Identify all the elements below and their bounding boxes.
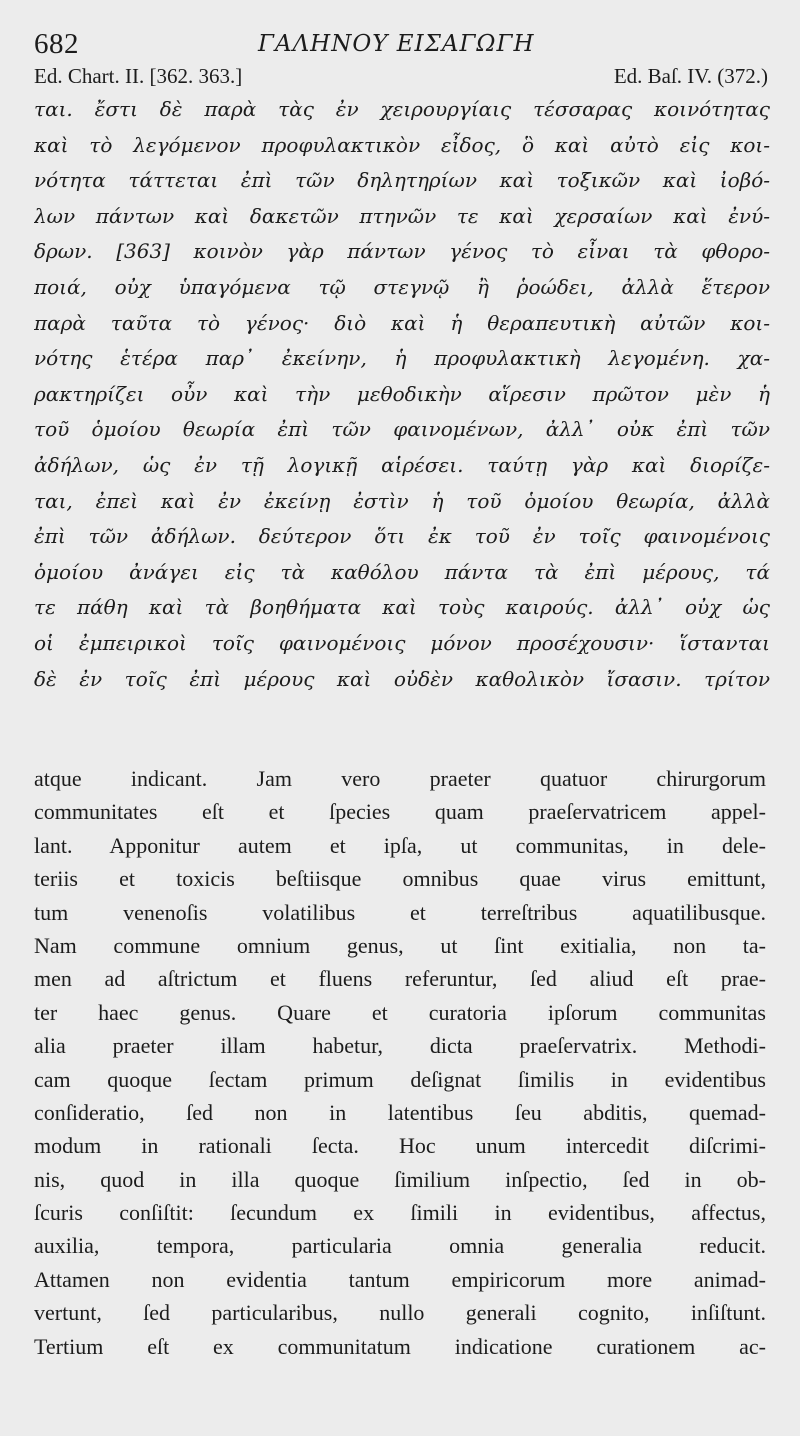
greek-text-line: οἱ ἐμπειρικοὶ τοῖς φαινομένοις μόνον προσέχουσιν· ἵστανται [34,630,770,655]
greek-text-line: παρὰ ταῦτα τὸ γένος· διὸ καὶ ἡ θεραπευτικὴ αὐτῶν κοι- [34,310,770,335]
latin-text-line: alia praeter illam habetur, dicta praeſervatrix. Methodi- [34,1033,766,1059]
latin-text-line: lant. Apponitur autem et ipſa, ut communitas, in dele- [34,832,766,858]
greek-text-line: ἐπὶ τῶν ἀδήλων. δεύτερον ὅτι ἐκ τοῦ ἐν τοῖς φαινομένοις [34,524,770,549]
greek-text-line: ρακτηρίζει οὖν καὶ τὴν μεθοδικὴν αἵρεσιν πρῶτον μὲν ἡ [34,381,770,406]
edition-reference-basel: Ed. Baſ. IV. (372.) [613,64,768,88]
latin-text-line: tum venenoſis volatilibus et terreſtribus aquatilibusque. [34,899,766,925]
greek-text-line: ἀδήλων, ὡς ἐν τῇ λογικῇ αἱρέσει. ταύτῃ γὰρ καὶ διορίζε- [34,452,770,477]
latin-text-line: modum in rationali ſecta. Hoc unum intercedit diſcrimi- [34,1133,766,1159]
latin-text-line: nis, quod in illa quoque ſimilium inſpectio, ſed in ob- [34,1166,766,1192]
latin-text-line: Tertium eſt ex communitatum indicatione curationem ac- [34,1333,766,1359]
latin-text-line: Attamen non evidentia tantum empiricorum more animad- [34,1266,766,1292]
latin-text-line: ſcuris conſiſtit: ſecundum ex ſimili in evidentibus, affectus, [34,1200,766,1226]
greek-text-line: τε πάθη καὶ τὰ βοηθήματα καὶ τοὺς καιρούς. ἀλλ᾽ οὐχ ὡς [34,595,770,620]
latin-text-line: ter haec genus. Quare et curatoria ipſorum communitas [34,999,766,1025]
greek-text-line: ὁμοίου ἀνάγει εἰς τὰ καθόλου πάντα τὰ ἐπὶ μέρους, τά [34,559,770,584]
greek-text-line: καὶ τὸ λεγόμενον προφυλακτικὸν εἶδος, ὃ καὶ αὐτὸ εἰς κοι- [34,132,770,157]
latin-text-line: Nam commune omnium genus, ut ſint exitialia, non ta- [34,932,766,958]
running-title: ΓΑΛΗΝΟΥ ΕΙΣΑΓΩΓΗ [258,31,535,57]
greek-text-line: δὲ ἐν τοῖς ἐπὶ μέρους καὶ οὐδὲν καθολικὸν ἴσασιν. τρίτον [34,666,770,691]
latin-text-line: conſideratio, ſed non in latentibus ſeu abditis, quemad- [34,1099,766,1125]
greek-text-line: ται. ἔστι δὲ παρὰ τὰς ἐν χειρουργίαις τέσσαρας κοινότητας [34,97,770,121]
greek-text-block [34,92,770,697]
latin-text-line: auxilia, tempora, particularia omnia generalia reducit. [34,1233,766,1259]
greek-text-line: νότητα τάττεται ἐπὶ τῶν δηλητηρίων καὶ τοξικῶν καὶ ἰοβό- [34,168,770,193]
page-number: 682 [34,28,79,60]
greek-text-line: λων πάντων καὶ δακετῶν πτηνῶν τε καὶ χερσαίων καὶ ἐνύ- [34,203,770,228]
latin-text-line: vertunt, ſed particularibus, nullo generali cognito, inſiſtunt. [34,1300,766,1326]
greek-text-line: ποιά, οὐχ ὑπαγόμενα τῷ στεγνῷ ἢ ῥοώδει, ἀλλὰ ἕτερον [34,274,770,299]
latin-text-line: communitates eſt et ſpecies quam praeſervatricem appel- [34,799,766,825]
greek-text-line: νότης ἑτέρα παρ᾽ ἐκείνην, ἡ προφυλακτικὴ λεγομένη. χα- [34,346,770,371]
edition-reference-chartier: Ed. Chart. II. [362. 363.] [34,64,243,88]
latin-text-line: men ad aſtrictum et fluens referuntur, ſed aliud eſt prae- [34,966,766,992]
latin-text-line: cam quoque ſectam primum deſignat ſimilis in evidentibus [34,1066,766,1092]
latin-text-line: teriis et toxicis beſtiisque omnibus quae virus emittunt, [34,866,766,892]
greek-text-line: τοῦ ὁμοίου θεωρία ἐπὶ τῶν φαινομένων, ἀλλ᾽ οὐκ ἐπὶ τῶν [34,417,770,442]
greek-text-line: δρων. [363] κοινὸν γὰρ πάντων γένος τὸ εἶναι τὰ φθορο- [34,239,770,264]
latin-text-block [34,762,766,1363]
greek-text-line: ται, ἐπεὶ καὶ ἐν ἐκείνῃ ἐστὶν ἡ τοῦ ὁμοίου θεωρία, ἀλλὰ [34,488,770,513]
latin-text-line: atque indicant. Jam vero praeter quatuor chirurgorum [34,766,766,791]
